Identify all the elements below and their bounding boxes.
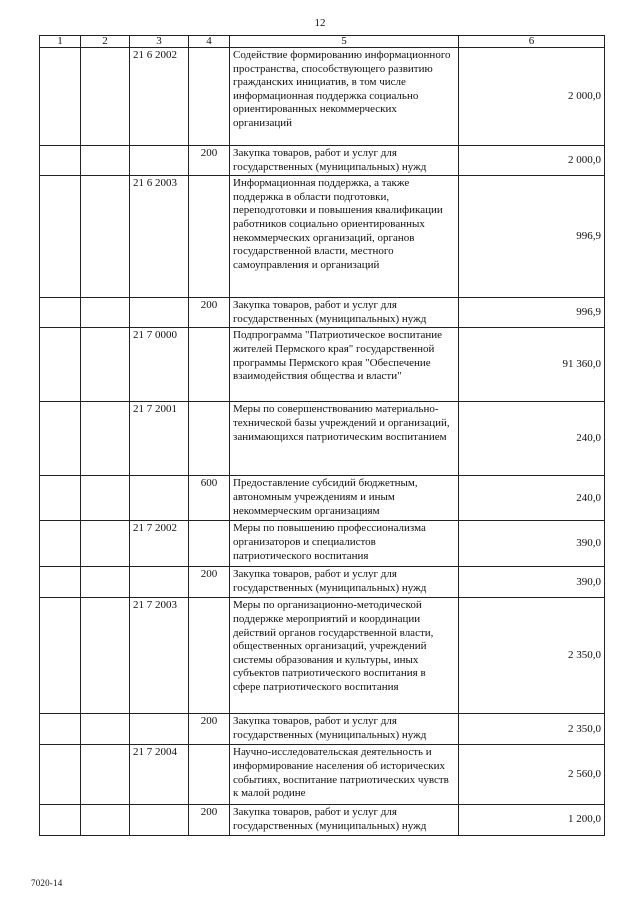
- expense-type-cell: 200: [189, 146, 230, 176]
- table-row: [40, 476, 605, 521]
- item-name-cell: Содействие формированию информационного пространства, способствующего развитию гражданских инициатив, в том числе информационная поддержка социально ориентированных некоммерческих организаций: [230, 48, 459, 146]
- expense-type-cell: [189, 745, 230, 805]
- target-code-cell: 21 7 2004: [130, 745, 189, 805]
- table-row: [40, 146, 605, 176]
- item-name-cell: Закупка товаров, работ и услуг для государственных (муниципальных) нужд: [230, 714, 459, 745]
- amount-cell: 1 200,0: [459, 805, 605, 835]
- table-row: [40, 598, 605, 714]
- cell-col1: [40, 567, 81, 598]
- target-code-cell: 21 6 2002: [130, 48, 189, 146]
- expense-type-cell: [189, 176, 230, 298]
- cell-col2: [81, 328, 130, 402]
- amount-cell: 2 000,0: [459, 146, 605, 176]
- column-header: 2: [81, 36, 130, 48]
- item-name-cell: Информационная поддержка, а также поддержка в области подготовки, переподготовки и повышения квалификации работников социально ориентированных некоммерческих организаций, органов государственной власти, местного самоуправления и организаций: [230, 176, 459, 298]
- item-name-cell: Предоставление субсидий бюджетным, автономным учреждениям и иным некоммерческим организациям: [230, 476, 459, 521]
- expense-type-cell: [189, 598, 230, 714]
- document-code: 7020-14: [31, 878, 63, 888]
- target-code-cell: 21 7 0000: [130, 328, 189, 402]
- expense-type-cell: 200: [189, 805, 230, 835]
- cell-col1: [40, 402, 81, 476]
- table-row: [40, 567, 605, 598]
- column-header: 1: [40, 36, 81, 48]
- cell-col2: [81, 598, 130, 714]
- cell-col2: [81, 402, 130, 476]
- cell-col1: [40, 48, 81, 146]
- table-row: [40, 298, 605, 328]
- column-header: 6: [459, 36, 605, 48]
- item-name-cell: Закупка товаров, работ и услуг для государственных (муниципальных) нужд: [230, 146, 459, 176]
- item-name-cell: Закупка товаров, работ и услуг для государственных (муниципальных) нужд: [230, 298, 459, 328]
- expense-type-cell: [189, 328, 230, 402]
- column-header: 3: [130, 36, 189, 48]
- expense-type-cell: [189, 521, 230, 567]
- expense-type-cell: 600: [189, 476, 230, 521]
- table-row: [40, 714, 605, 745]
- target-code-cell: 21 7 2002: [130, 521, 189, 567]
- table-row: [40, 805, 605, 835]
- cell-col2: [81, 745, 130, 805]
- expense-type-cell: 200: [189, 567, 230, 598]
- amount-cell: 240,0: [459, 402, 605, 476]
- target-code-cell: 21 7 2001: [130, 402, 189, 476]
- budget-table: [39, 35, 605, 836]
- item-name-cell: Закупка товаров, работ и услуг для государственных (муниципальных) нужд: [230, 567, 459, 598]
- column-header: 5: [230, 36, 459, 48]
- amount-cell: 2 000,0: [459, 48, 605, 146]
- target-code-cell: 21 6 2003: [130, 176, 189, 298]
- page-number: 12: [314, 17, 326, 29]
- target-code-cell: [130, 298, 189, 328]
- cell-col1: [40, 146, 81, 176]
- expense-type-cell: [189, 402, 230, 476]
- cell-col1: [40, 805, 81, 835]
- expense-type-cell: [189, 48, 230, 146]
- cell-col1: [40, 598, 81, 714]
- amount-cell: 390,0: [459, 521, 605, 567]
- item-name-cell: Меры по совершенствованию материально-технической базы учреждений и организаций, занимающихся патриотическим воспитанием: [230, 402, 459, 476]
- expense-type-cell: 200: [189, 714, 230, 745]
- target-code-cell: [130, 714, 189, 745]
- amount-cell: 2 350,0: [459, 598, 605, 714]
- table-row: [40, 48, 605, 146]
- cell-col2: [81, 48, 130, 146]
- table-row: [40, 328, 605, 402]
- table-row: [40, 745, 605, 805]
- target-code-cell: [130, 805, 189, 835]
- amount-cell: 996,9: [459, 298, 605, 328]
- cell-col2: [81, 476, 130, 521]
- expense-type-cell: 200: [189, 298, 230, 328]
- cell-col1: [40, 476, 81, 521]
- cell-col1: [40, 745, 81, 805]
- cell-col2: [81, 714, 130, 745]
- target-code-cell: [130, 476, 189, 521]
- cell-col2: [81, 298, 130, 328]
- amount-cell: 2 560,0: [459, 745, 605, 805]
- item-name-cell: Закупка товаров, работ и услуг для государственных (муниципальных) нужд: [230, 805, 459, 835]
- item-name-cell: Подпрограмма "Патриотическое воспитание жителей Пермского края" государственной программы Пермского края "Обеспечение взаимодействия общества и власти": [230, 328, 459, 402]
- target-code-cell: 21 7 2003: [130, 598, 189, 714]
- amount-cell: 91 360,0: [459, 328, 605, 402]
- table-header-row: [40, 36, 605, 48]
- amount-cell: 390,0: [459, 567, 605, 598]
- table-row: [40, 176, 605, 298]
- cell-col2: [81, 567, 130, 598]
- cell-col1: [40, 521, 81, 567]
- table-row: [40, 521, 605, 567]
- cell-col1: [40, 176, 81, 298]
- cell-col2: [81, 176, 130, 298]
- cell-col1: [40, 714, 81, 745]
- item-name-cell: Меры по повышению профессионализма организаторов и специалистов патриотического воспитания: [230, 521, 459, 567]
- table-row: [40, 402, 605, 476]
- item-name-cell: Меры по организационно-методической поддержке мероприятий и координации действий органов государственной власти, общественных организаций, учреждений системы образования и культуры, иных субъектов патриотического воспитания в сфере патриотического воспитания: [230, 598, 459, 714]
- cell-col2: [81, 146, 130, 176]
- target-code-cell: [130, 567, 189, 598]
- item-name-cell: Научно-исследовательская деятельность и информирование населения об исторических событиях, воспитание патриотических чувств к малой родине: [230, 745, 459, 805]
- amount-cell: 996,9: [459, 176, 605, 298]
- cell-col1: [40, 298, 81, 328]
- cell-col2: [81, 805, 130, 835]
- column-header: 4: [189, 36, 230, 48]
- cell-col1: [40, 328, 81, 402]
- amount-cell: 2 350,0: [459, 714, 605, 745]
- cell-col2: [81, 521, 130, 567]
- target-code-cell: [130, 146, 189, 176]
- amount-cell: 240,0: [459, 476, 605, 521]
